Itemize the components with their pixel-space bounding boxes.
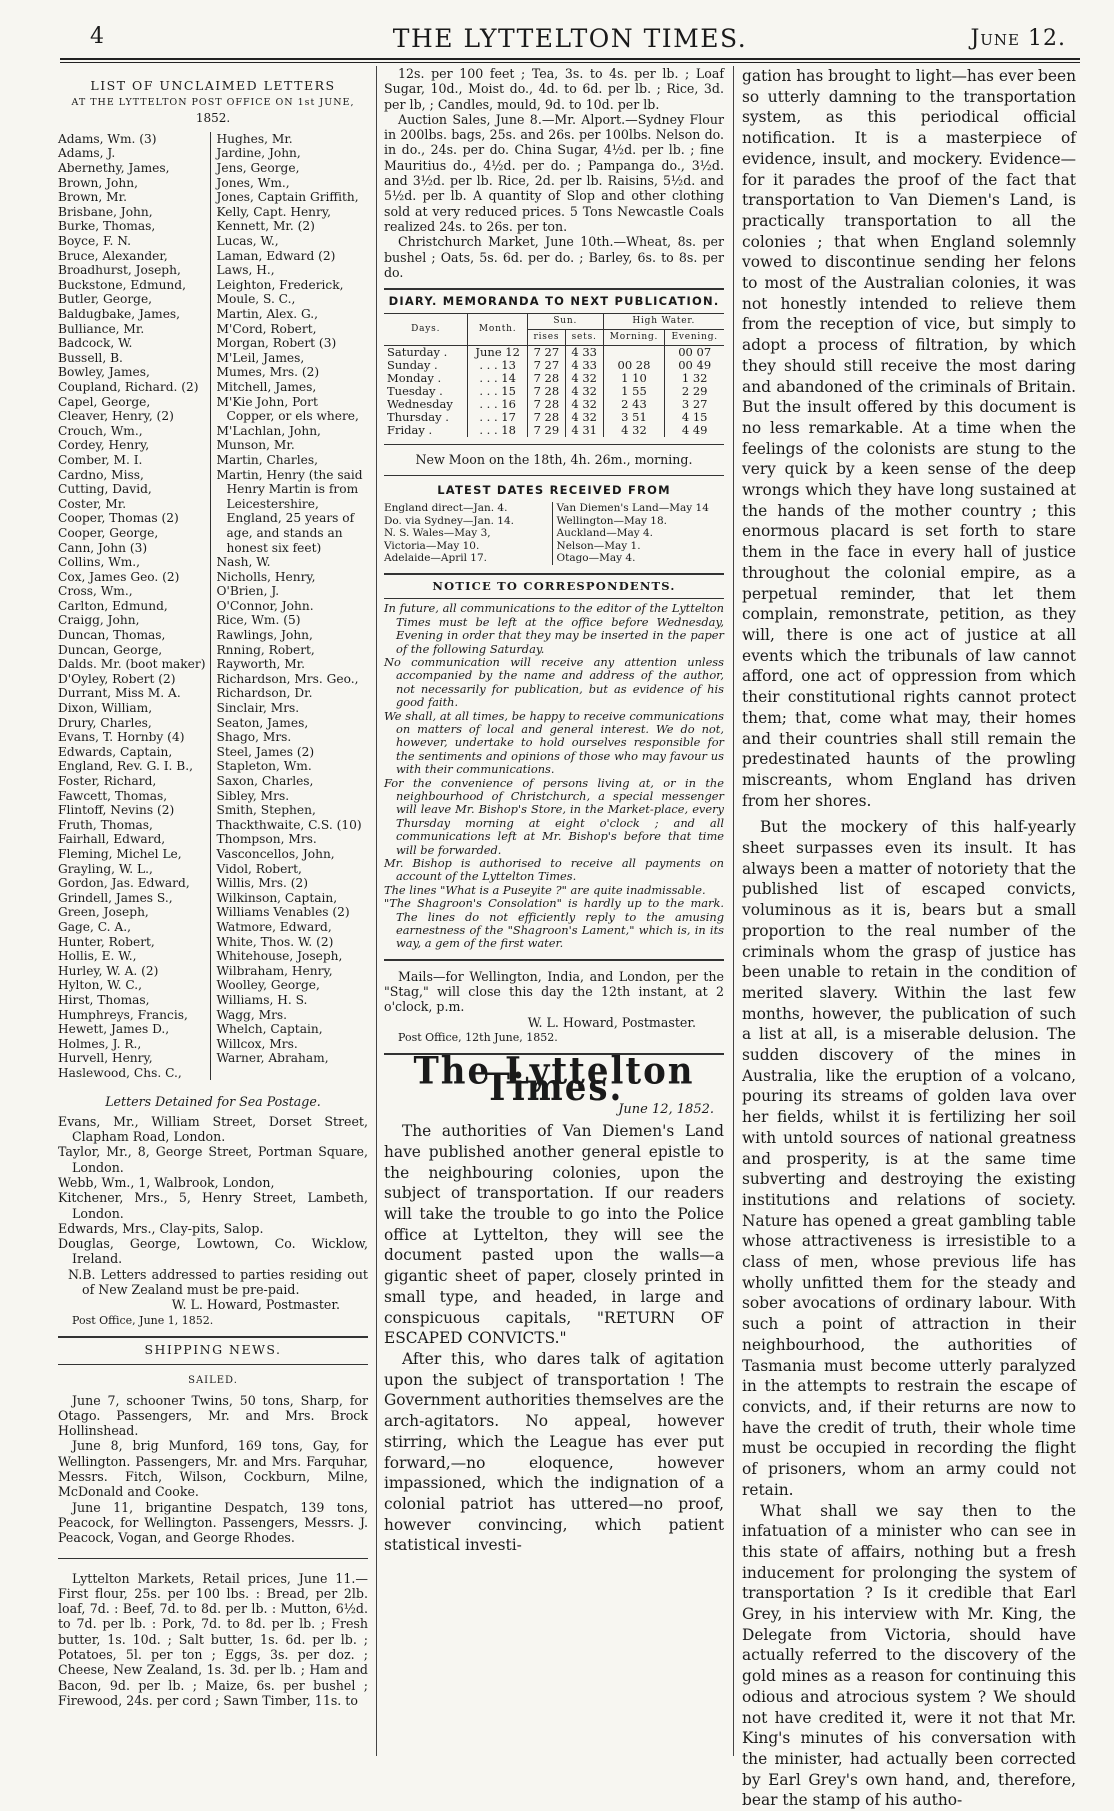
letter-recipient: Fruth, Thomas, bbox=[58, 817, 153, 832]
editorial-masthead: The Lyttelton Times. bbox=[413, 1049, 695, 1111]
section-rule bbox=[384, 444, 724, 445]
diary-cell: Friday . bbox=[387, 423, 433, 438]
letter-recipient: Duncan, Thomas, bbox=[58, 628, 166, 643]
letter-recipient: Adams, Wm. (3) bbox=[58, 131, 157, 146]
auction-sales: Auction Sales, June 8.—Mr. Alport.—Sydney Flour in 200lbs. bags, 25s. and 26s. per 100lbs. Nelson do. in do., 24s. per do. China Sugar, 4½d. per lb. ; fine Mauritius do., 4½d. per do. ; Pampanga do., 3½d. and 3½d. per lb. Rice, 2d. per lb. Raisins, 5½d. and 5½d. per lb. A quantity of Slop and other clothing sold at very reduced prices. 5 Tons Newcastle Coals realized 24s. to 26s. per ton. bbox=[384, 111, 724, 234]
letter-recipient: Holmes, J. R., bbox=[58, 1036, 142, 1051]
letter-recipient: Grayling, W. L., bbox=[58, 861, 153, 876]
diary-cell bbox=[603, 346, 665, 360]
diary-cell: 7 27 bbox=[528, 359, 566, 372]
letter-recipient: Crouch, Wm., bbox=[58, 423, 143, 438]
letter-recipient: Fairhall, Edward, bbox=[58, 832, 166, 847]
letter-recipient: Cutting, David, bbox=[58, 482, 152, 497]
diary-cell: . . . 13 bbox=[468, 359, 528, 372]
diary-cell: 4 49 bbox=[665, 424, 724, 437]
letter-recipient: Vidol, Robert, bbox=[216, 861, 302, 876]
column-divider bbox=[376, 66, 377, 1756]
diary-col-morning: Morning. bbox=[603, 330, 665, 346]
letter-recipient: Baldugbake, James, bbox=[58, 307, 181, 322]
diary-cell: 4 32 bbox=[603, 424, 665, 437]
markets-continued: 12s. per 100 feet ; Tea, 3s. to 4s. per lb. ; Loaf Sugar, 10d., Moist do., 4d. to 6d. per lb. ; Rice, 3d. per lb, ; Candles, mould, 9d. to 10d. per lb. bbox=[384, 66, 724, 112]
diary-cell: 2 29 bbox=[665, 385, 724, 398]
letter-recipient: Craigg, John, bbox=[58, 613, 140, 628]
letter-recipient: Cooper, George, bbox=[58, 525, 159, 540]
letter-recipient: M'Lachlan, John, bbox=[216, 423, 321, 438]
letter-recipient: Abernethy, James, bbox=[58, 161, 170, 176]
letter-recipient: Vasconcellos, John, bbox=[216, 846, 335, 861]
detained-heading: Letters Detained for Sea Postage. bbox=[105, 1094, 321, 1110]
letter-recipient: Warner, Abraham, bbox=[216, 1051, 329, 1066]
masthead-rule-thin bbox=[60, 62, 1080, 63]
diary-cell: 1 10 bbox=[603, 372, 665, 385]
letter-recipient: Smith, Stephen, bbox=[216, 803, 316, 818]
detained-entry: Douglas, George, Lowtown, Co. Wicklow, Ireland. bbox=[58, 1236, 368, 1267]
latest-date-entry: N. S. Wales—May 3, bbox=[384, 527, 491, 540]
editorial-dateline: June 12, 1852. bbox=[618, 1101, 714, 1117]
nb-note: N.B. Letters addressed to parties residing out of New Zealand must be pre-paid. bbox=[68, 1266, 368, 1298]
editorial-paragraph: But the mockery of this half-yearly sheet surpasses even its insult. It has always been a matter of notoriety that the published list of escaped convicts, voluminous as it is, bears but a small proportion to the real number of the criminals whom the grasp of justice has been unable to retain in the condition of merited slavery. Within the last few months, however, the publication of such a list at all, is a miserable delusion. The sudden discovery of the mines in Australia, like the eruption of a volcano, pouring its streams of golden lava over her fields, whilst it is fertilizing her soil with untold sources of national greatness and prosperity, is at the same time subverting and destroying the existing institutions and relations of society. Nature has opened a great gambling table whose attractiveness is irresistible to a class of men, whose previous life has wholly unfitted them for the steady and sober avocations of ordinary labour. With such a point of attraction in their neighbourhood, the authorities of Tasmania must become utterly paralyzed in the attempts to restrain the escape of convicts, and, if their returns are now to have the credit of truth, their whole time must be occupied in recording the flight of prisoners, whom an army could not retain. bbox=[742, 818, 1076, 1499]
letter-recipient: Fawcett, Thomas, bbox=[58, 788, 168, 803]
notice-entry: The lines "What is a Puseyite ?" are quite inadmissable. bbox=[384, 882, 706, 897]
column-divider bbox=[733, 66, 734, 1756]
column-3 bbox=[742, 66, 1076, 1811]
letter-recipient: Sinclair, Mrs. bbox=[216, 701, 300, 716]
diary-cell: . . . 15 bbox=[468, 385, 528, 398]
letter-recipient: Bruce, Alexander, bbox=[58, 248, 168, 263]
diary-cell: 2 43 bbox=[603, 398, 665, 411]
section-rule bbox=[384, 475, 724, 476]
diary-cell: 7 28 bbox=[528, 372, 566, 385]
letter-recipient: Jones, Captain Griffith, bbox=[216, 190, 359, 205]
post-office-date: Post Office, June 1, 1852. bbox=[72, 1313, 214, 1327]
editorial-paragraph: What shall we say then to the infatuation of a minister who can see in this state of affairs, nothing but a fresh inducement for prolonging the system of transportation ? Is it credible that Earl Grey, in his interview with Mr. King, the Delegate from Victoria, should have actually referred to the discovery of the gold mines as a reason for continuing this odious and atrocious system ? We should not have credited it, were it not that Mr. King's minutes of his conversation with the minister, had actually been corrected by Earl Grey's own hand, and, therefore, bear the stamp of his autho- bbox=[742, 1501, 1076, 1810]
letter-recipient: Lucas, W., bbox=[216, 234, 279, 249]
editorial-paragraph: The authorities of Van Diemen's Land have published another general epistle to the neighbouring colonies, upon the subject of transportation. If our readers will take the trouble to go into the Police office at Lyttelton, they will see the document pasted upon the walls—a gigantic sheet of paper, closely printed in small type, and headed, in large and conspicuous capitals, "RETURN OF ESCAPED CONVICTS." bbox=[384, 1122, 724, 1348]
letter-recipient: Badcock, W. bbox=[58, 336, 133, 351]
diary-cell: June 12 bbox=[468, 346, 528, 360]
letter-recipient: Richardson, Dr. bbox=[216, 686, 313, 701]
letter-recipient: Gordon, Jas. Edward, bbox=[58, 876, 190, 891]
letter-recipient: Rice, Wm. (5) bbox=[216, 613, 301, 628]
diary-cell: 1 55 bbox=[603, 385, 665, 398]
names-left-column bbox=[58, 132, 210, 1081]
letter-recipient: Wagg, Mrs. bbox=[216, 1007, 288, 1022]
letter-recipient: Flintoff, Nevins (2) bbox=[58, 803, 175, 818]
letter-recipient: Laws, H., bbox=[216, 263, 275, 278]
letter-recipient: Laman, Edward (2) bbox=[216, 248, 336, 263]
diary-cell: 7 27 bbox=[528, 346, 566, 360]
newspaper-title: THE LYTTELTON TIMES. bbox=[392, 24, 748, 53]
section-rule bbox=[384, 959, 724, 961]
names-right-column bbox=[210, 132, 369, 1081]
latest-date-entry: Victoria—May 10. bbox=[384, 539, 480, 552]
letters-year: 1852. bbox=[195, 110, 231, 125]
letter-recipient: Green, Joseph, bbox=[58, 905, 149, 920]
letter-recipient: Martin, Alex. G., bbox=[216, 307, 319, 322]
diary-cell: Sunday . bbox=[387, 358, 438, 373]
page-number: 4 bbox=[90, 24, 104, 49]
diary-heading: DIARY. MEMORANDA TO NEXT PUBLICATION. bbox=[388, 294, 720, 309]
ship-entry: June 8, brig Munford, 169 tons, Gay, for Wellington. Passengers, Mr. and Mrs. Farquhar, Messrs. Fitch, Wilson, Cockburn, Milne, McDonald and Cooke. bbox=[58, 1438, 368, 1500]
detained-entry: Taylor, Mr., 8, George Street, Portman Square, London. bbox=[58, 1144, 368, 1175]
shipping-heading: SHIPPING NEWS. bbox=[144, 1341, 282, 1357]
letter-recipient: Grindell, James S., bbox=[58, 890, 173, 905]
letters-subheading: AT THE LYTTELTON POST OFFICE ON 1st JUNE, bbox=[71, 97, 355, 109]
column-2 bbox=[384, 66, 724, 1556]
letter-recipient: Cardno, Miss, bbox=[58, 467, 144, 482]
letter-recipient: Mumes, Mrs. (2) bbox=[216, 365, 320, 380]
notice-entry: For the convenience of persons living at, or in the neighbourhood of Christchurch, a special messenger will leave Mr. Bishop's Store, in the Market-place, every Thursday morning at eight o'clock ; and all communications left at Mr. Bishop's before that time will be forwarded. bbox=[384, 775, 724, 857]
letter-recipient: Drury, Charles, bbox=[58, 715, 152, 730]
diary-cell: . . . 17 bbox=[468, 411, 528, 424]
latest-dates-heading: LATEST DATES RECEIVED FROM bbox=[437, 482, 671, 497]
letter-recipient: Woolley, George, bbox=[216, 978, 320, 993]
mails-signature: W. L. Howard, Postmaster. bbox=[527, 1014, 696, 1030]
letter-recipient: Brown, John, bbox=[58, 175, 138, 190]
notice-entry: "The Shagroon's Consolation" is hardly up to the mark. The lines do not efficiently reply to the amusing earnestness of the "Shagroon's Lament," which is, in its way, a gem of the first water. bbox=[384, 896, 724, 951]
section-rule bbox=[384, 288, 724, 290]
letter-recipient: Watmore, Edward, bbox=[216, 919, 332, 934]
ship-entry: June 11, brigantine Despatch, 139 tons, Peacock, for Wellington. Passengers, Messrs. J. Peacock, Vogan, and George Rhodes. bbox=[58, 1499, 368, 1546]
letter-recipient: Nicholls, Henry, bbox=[216, 569, 316, 584]
letter-recipient: Jens, George, bbox=[216, 161, 300, 176]
letter-recipient: Seaton, James, bbox=[216, 715, 309, 730]
diary-cell: 7 28 bbox=[528, 385, 566, 398]
letter-recipient: Brown, Mr. bbox=[58, 190, 127, 205]
editorial-paragraph: After this, who dares talk of agitation upon the subject of transportation ! The Government authorities themselves are the arch-agitators. No appeal, however stirring, which the League has ever put forward,—no eloquence, however impassioned, which the indignation of a colonial patriot has uttered—no proof, however convincing, which patient statistical investi- bbox=[384, 1349, 724, 1555]
diary-cell: . . . 16 bbox=[468, 398, 528, 411]
letter-recipient: Kennett, Mr. (2) bbox=[216, 219, 315, 234]
diary-cell: 00 07 bbox=[665, 346, 724, 360]
letter-recipient: Coster, Mr. bbox=[58, 496, 127, 511]
unclaimed-letters-list bbox=[58, 132, 368, 1081]
letter-recipient: Wilbraham, Henry, bbox=[216, 963, 333, 978]
letter-recipient: Wilkinson, Captain, bbox=[216, 890, 338, 905]
letter-recipient: O'Connor, John. bbox=[216, 598, 314, 613]
diary-col-days: Days. bbox=[384, 314, 468, 346]
letter-recipient: Jones, Wm., bbox=[216, 175, 290, 190]
letter-recipient: Cann, John (3) bbox=[58, 540, 148, 555]
letter-recipient: Rawlings, John, bbox=[216, 628, 313, 643]
notice-heading: NOTICE TO CORRESPONDENTS. bbox=[432, 579, 676, 594]
letter-recipient: Edwards, Captain, bbox=[58, 744, 173, 759]
diary-cell: 4 32 bbox=[565, 411, 603, 424]
letter-recipient: Dixon, William, bbox=[58, 701, 153, 716]
letter-recipient: Willis, Mrs. (2) bbox=[216, 876, 308, 891]
letter-recipient: Comber, M. I. bbox=[58, 452, 143, 467]
latest-date-entry: Van Diemen's Land—May 14 bbox=[556, 502, 709, 515]
diary-cell: Saturday . bbox=[387, 345, 448, 360]
letter-recipient: Capel, George, bbox=[58, 394, 151, 409]
diary-cell: . . . 18 bbox=[468, 424, 528, 437]
letter-recipient: Hollis, E. W., bbox=[58, 949, 137, 964]
mails-date: Post Office, 12th June, 1852. bbox=[398, 1031, 558, 1045]
letter-recipient: Durrant, Miss M. A. bbox=[58, 686, 181, 701]
diary-group-water: High Water. bbox=[603, 314, 724, 330]
diary-cell: 00 49 bbox=[665, 359, 724, 372]
letter-recipient: Hylton, W. C., bbox=[58, 978, 143, 993]
diary-cell: Wednesday bbox=[387, 397, 453, 412]
notices-list bbox=[384, 602, 724, 951]
letter-recipient: D'Oyley, Robert (2) bbox=[58, 671, 176, 686]
section-rule bbox=[384, 598, 724, 599]
diary-cell: 4 33 bbox=[565, 346, 603, 360]
section-rule bbox=[384, 573, 724, 575]
diary-cell: 4 32 bbox=[565, 398, 603, 411]
latest-date-entry: Wellington—May 18. bbox=[556, 514, 667, 527]
letter-recipient: Mitchell, James, bbox=[216, 379, 317, 394]
diary-col-sets: sets. bbox=[565, 330, 603, 346]
letter-recipient: Brisbane, John, bbox=[58, 204, 153, 219]
diary-cell: . . . 14 bbox=[468, 372, 528, 385]
letter-recipient: Moule, S. C., bbox=[216, 292, 296, 307]
diary-cell: 7 28 bbox=[528, 411, 566, 424]
diary-cell: 7 28 bbox=[528, 398, 566, 411]
letter-recipient: M'Cord, Robert, bbox=[216, 321, 317, 336]
letter-recipient: Adams, J. bbox=[58, 146, 116, 161]
ship-entry: June 7, schooner Twins, 50 tons, Sharp, for Otago. Passengers, Mr. and Mrs. Brock Hollinshead. bbox=[58, 1392, 368, 1439]
column-1 bbox=[58, 66, 368, 1708]
sailed-heading: SAILED. bbox=[188, 1375, 238, 1387]
letter-recipient: Williams Venables (2) bbox=[216, 905, 350, 920]
editorial-paragraph: gation has brought to light—has ever been so utterly damning to the transportation system, as this periodical official notification. It is a masterpiece of evidence, insult, and mockery. Evidence—for it parades the proof of the fact that transportation to Van Diemen's Land, is practically transportation to all the colonies ; that when England solemnly vowed to discontinue sending her felons to most of the Australian colonies, it was not honestly intended to relieve them from the reception of vice, but simply to adopt a process of filtration, by which they should still receive the most daring and abandoned of the criminals of Britain. But the insult offered by this document is no less remarkable. At a time when the feelings of the colonists are stung to the very quick by a keen sense of the deep wrongs which they have long sustained at the hands of the mother country ; this enormous placard is set forth to stare them in the face in every hall of justice throughout the colonial empire, as a perpetual reminder, that let them complain, remonstrate, petition, as they will, there is one act of justice at all events which the tribunals of law cannot afford, one act of oppression from which their constitutional rights cannot protect them; that, come what may, their homes and their countries shall still remain the predestinated haunts of the prowling miscreants, whom England has driven from her shores. bbox=[742, 67, 1076, 810]
letter-recipient: Haslewood, Chs. C., bbox=[58, 1065, 182, 1080]
diary-cell: 4 31 bbox=[565, 424, 603, 437]
letter-recipient: M'Kie John, Port Copper, or els where, bbox=[216, 394, 359, 424]
letter-recipient: Jardine, John, bbox=[216, 146, 301, 161]
latest-date-entry: England direct—Jan. 4. bbox=[384, 502, 508, 515]
section-rule bbox=[58, 1364, 368, 1365]
letter-recipient: Willcox, Mrs. bbox=[216, 1036, 298, 1051]
issue-date: June 12. bbox=[970, 26, 1066, 51]
letter-recipient: Gage, C. A., bbox=[58, 919, 131, 934]
detained-entry: Edwards, Mrs., Clay-pits, Salop. bbox=[58, 1220, 264, 1236]
letter-recipient: Butler, George, bbox=[58, 292, 153, 307]
letter-recipient: Collins, Wm., bbox=[58, 555, 141, 570]
letter-recipient: Whitehouse, Joseph, bbox=[216, 949, 343, 964]
latest-date-entry: Adelaide—April 17. bbox=[384, 552, 488, 565]
letter-recipient: Burke, Thomas, bbox=[58, 219, 156, 234]
letter-recipient: Coupland, Richard. (2) bbox=[58, 379, 199, 394]
diary-cell: 3 27 bbox=[665, 398, 724, 411]
letter-recipient: Hunter, Robert, bbox=[58, 934, 155, 949]
letter-recipient: Rayworth, Mr. bbox=[216, 657, 306, 672]
lyttelton-markets: Lyttelton Markets, Retail prices, June 11.—First flour, 25s. per 100 lbs. : Bread, per 2lb. loaf, 7d. : Beef, 7d. to 8d. per lb. : Mutton, 6½d. to 7d. per lb. : Pork, 7d. to 8d. per lb. ; Fresh butter, 1s. 10d. ; Salt butter, 1s. 6d. per lb. ; Potatoes, 5l. per ton ; Eggs, 3s. per doz. ; Cheese, New Zealand, 1s. 3d. per lb. ; Ham and Bacon, 9d. per lb. ; Maize, 6s. per bushel ; Firewood, 24s. per cord ; Sawn Timber, 11s. to bbox=[58, 1570, 368, 1708]
latest-dates bbox=[384, 502, 724, 565]
letter-recipient: Hurley, W. A. (2) bbox=[58, 963, 159, 978]
diary-col-rises: rises bbox=[528, 330, 566, 346]
letter-recipient: Saxon, Charles, bbox=[216, 774, 314, 789]
detained-list bbox=[58, 1114, 368, 1267]
diary-cell: Monday . bbox=[387, 371, 442, 386]
notice-entry: Mr. Bishop is authorised to receive all payments on account of the Lyttelton Times. bbox=[384, 856, 724, 884]
letter-recipient: Boyce, F. N. bbox=[58, 234, 132, 249]
letter-recipient: Cross, Wm., bbox=[58, 584, 133, 599]
ships-list bbox=[58, 1393, 368, 1546]
letter-recipient: Hirst, Thomas, bbox=[58, 992, 150, 1007]
diary-rows bbox=[384, 346, 724, 438]
detained-entry: Evans, Mr., William Street, Dorset Street, Clapham Road, London. bbox=[58, 1113, 368, 1145]
letter-recipient: Shago, Mrs. bbox=[216, 730, 292, 745]
letter-recipient: Cordey, Henry, bbox=[58, 438, 150, 453]
letter-recipient: Foster, Richard, bbox=[58, 774, 157, 789]
latest-date-entry: Otago—May 4. bbox=[556, 552, 636, 565]
letter-recipient: Carlton, Edmund, bbox=[58, 598, 168, 613]
letter-recipient: Hewett, James D., bbox=[58, 1022, 170, 1037]
mails-notice: Mails—for Wellington, India, and London, per the "Stag," will close this day the 12th instant, at 2 o'clock, p.m. bbox=[384, 968, 724, 1015]
masthead-rule bbox=[60, 58, 1080, 60]
letter-recipient: Richardson, Mrs. Geo., bbox=[216, 671, 359, 686]
letter-recipient: O'Brien, J. bbox=[216, 584, 280, 599]
letter-recipient: Broadhurst, Joseph, bbox=[58, 263, 181, 278]
diary-cell: Tuesday . bbox=[387, 384, 443, 399]
new-moon-note: New Moon on the 18th, 4h. 26m., morning. bbox=[415, 452, 693, 468]
letter-recipient: Martin, Charles, bbox=[216, 452, 318, 467]
diary-cell: 1 32 bbox=[665, 372, 724, 385]
diary-cell: Thursday . bbox=[387, 410, 449, 425]
diary-cell: 4 15 bbox=[665, 411, 724, 424]
letter-recipient: Morgan, Robert (3) bbox=[216, 336, 337, 351]
diary-col-month: Month. bbox=[468, 314, 528, 346]
diary-cell: 4 32 bbox=[565, 372, 603, 385]
letter-recipient: Duncan, George, bbox=[58, 642, 163, 657]
letter-recipient: Humphreys, Francis, bbox=[58, 1007, 188, 1022]
postmaster-signature: W. L. Howard, Postmaster. bbox=[171, 1297, 340, 1313]
diary-table bbox=[384, 313, 724, 437]
letter-recipient: Thompson, Mrs. bbox=[216, 832, 317, 847]
letter-recipient: Buckstone, Edmund, bbox=[58, 277, 186, 292]
latest-dates-left bbox=[384, 502, 552, 565]
letter-recipient: Cooper, Thomas (2) bbox=[58, 511, 179, 526]
diary-row bbox=[384, 346, 724, 360]
latest-date-entry: Do. via Sydney—Jan. 14. bbox=[384, 514, 514, 527]
letter-recipient: Evans, T. Hornby (4) bbox=[58, 730, 185, 745]
diary-cell: 00 28 bbox=[603, 359, 665, 372]
letter-recipient: Cleaver, Henry, (2) bbox=[58, 409, 174, 424]
letters-heading: LIST OF UNCLAIMED LETTERS bbox=[90, 78, 336, 93]
letter-recipient: Cox, James Geo. (2) bbox=[58, 569, 180, 584]
section-rule bbox=[58, 1336, 368, 1338]
letter-recipient: Dalds. Mr. (boot maker) bbox=[58, 657, 206, 672]
notice-entry: We shall, at all times, be happy to receive communications on matters of local and general interest. We do not, however, undertake to hold ourselves responsible for the sentiments and opinions of those who may favour us with their communications. bbox=[384, 708, 724, 777]
latest-dates-right bbox=[552, 502, 725, 565]
letter-recipient: Sibley, Mrs. bbox=[216, 788, 290, 803]
letter-recipient: Rnning, Robert, bbox=[216, 642, 315, 657]
latest-date-entry: Nelson—May 1. bbox=[556, 539, 641, 552]
detained-entry: Kitchener, Mrs., 5, Henry Street, Lambeth, London. bbox=[58, 1190, 368, 1221]
letter-recipient: Steel, James (2) bbox=[216, 744, 315, 759]
letter-recipient: Kelly, Capt. Henry, bbox=[216, 204, 331, 219]
letter-recipient: England, Rev. G. I. B., bbox=[58, 759, 194, 774]
letter-recipient: Bussell, B. bbox=[58, 350, 123, 365]
christchurch-market: Christchurch Market, June 10th.—Wheat, 8s. per bushel ; Oats, 5s. 6d. per do. ; Barley, 6s. to 8s. per do. bbox=[384, 234, 724, 280]
letter-recipient: Munson, Mr. bbox=[216, 438, 295, 453]
letter-recipient: Thackthwaite, C.S. (10) bbox=[216, 817, 362, 832]
diary-col-evening: Evening. bbox=[665, 330, 724, 346]
diary-group-sun: Sun. bbox=[528, 314, 604, 330]
letter-recipient: Bulliance, Mr. bbox=[58, 321, 145, 336]
diary-cell: 4 33 bbox=[565, 359, 603, 372]
detained-entry: Webb, Wm., 1, Walbrook, London, bbox=[58, 1174, 275, 1190]
notice-entry: In future, all communications to the editor of the Lyttelton Times must be left at the office before Wednesday, Evening in order that they may be inserted in the paper of the following Saturday. bbox=[384, 601, 724, 656]
diary-cell: 4 32 bbox=[565, 385, 603, 398]
letter-recipient: Martin, Henry (the said Henry Martin is from Leicestershire, England, 25 years of age, and stands an honest six feet) bbox=[216, 467, 363, 555]
letter-recipient: Williams, H. S. bbox=[216, 992, 308, 1007]
letter-recipient: Fleming, Michel Le, bbox=[58, 846, 182, 861]
letter-recipient: Nash, W. bbox=[216, 555, 271, 570]
letter-recipient: White, Thos. W. (2) bbox=[216, 934, 334, 949]
letter-recipient: Hughes, Mr. bbox=[216, 131, 293, 146]
letter-recipient: Stapleton, Wm. bbox=[216, 759, 312, 774]
letter-recipient: Whelch, Captain, bbox=[216, 1022, 323, 1037]
diary-cell: 7 29 bbox=[528, 424, 566, 437]
diary-row bbox=[384, 424, 724, 437]
letter-recipient: M'Leil, James, bbox=[216, 350, 305, 365]
letter-recipient: Hurvell, Henry, bbox=[58, 1051, 153, 1066]
letter-recipient: Bowley, James, bbox=[58, 365, 150, 380]
section-rule bbox=[58, 1558, 368, 1559]
diary-cell: 3 51 bbox=[603, 411, 665, 424]
notice-entry: No communication will receive any attention unless accompanied by the name and address of the author, not necessarily for publication, but as evidence of his good faith. bbox=[384, 654, 724, 710]
letter-recipient: Leighton, Frederick, bbox=[216, 277, 344, 292]
latest-date-entry: Auckland—May 4. bbox=[556, 527, 653, 540]
masthead bbox=[60, 22, 1080, 62]
